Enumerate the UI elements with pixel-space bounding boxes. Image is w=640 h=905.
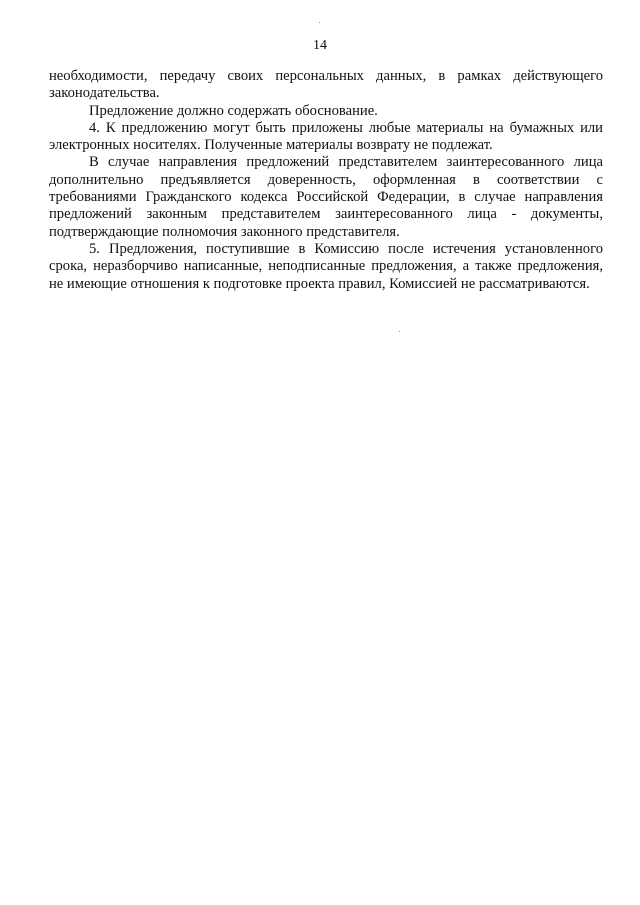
scan-speck <box>399 331 400 332</box>
paragraph-continuation: необходимости, передачу своих персональных данных, в рамках действующего законодательства. <box>49 68 603 102</box>
document-body <box>49 68 603 293</box>
page-number: 14 <box>313 38 327 53</box>
paragraph-item-4: 4. К предложению могут быть приложены любые материалы на бумажных или электронных носителях. Полученные материалы возврату не подлежат. <box>49 119 603 154</box>
paragraph-item-5: 5. Предложения, поступившие в Комиссию после истечения установленного срока, неразборчиво написанные, неподписанные предложения, а также предложения, не имеющие отношения к подготовке проекта правил, Комиссией не рассматриваются. <box>49 240 603 292</box>
scan-speck <box>319 22 320 23</box>
paragraph-justification: Предложение должно содержать обоснование. <box>89 102 378 119</box>
paragraph-representative: В случае направления предложений представителем заинтересованного лица дополнительно предъявляется доверенность, оформленная в соответствии с требованиями Гражданского кодекса Российской Федерации, в случае направления предложений законным представителем заинтересованного лица - документы, подтверждающие полномочия законного представителя. <box>49 154 603 240</box>
